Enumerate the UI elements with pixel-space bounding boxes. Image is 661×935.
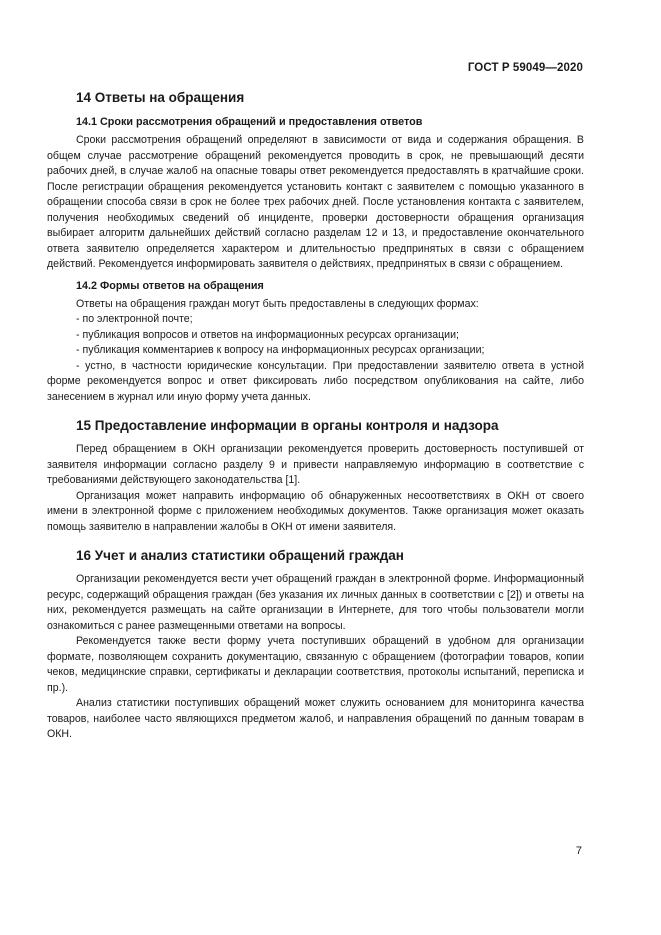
list-item: - по электронной почте; — [76, 313, 193, 325]
section-15-paragraph-1: Перед обращением в ОКН организации рекомендуется проверить достоверность поступившей от заявителя информации согласно разделу 9 и привести направляемую информацию в соответствие с требованиями действующего законодательства [1]. — [47, 443, 584, 486]
section-15-paragraph-2: Организация может направить информацию об обнаруженных несоответствиях в ОКН от своего имени в электронной форме с приложением необходимых документов. Также организация может оказать помощь заявителю в направлении жалобы в ОКН от имени заявителя. — [47, 489, 584, 533]
standard-code: ГОСТ Р 59049—2020 — [467, 62, 583, 74]
response-forms-list — [47, 312, 584, 405]
list-item: - публикация вопросов и ответов на информационных ресурсах организации; — [76, 328, 459, 341]
subsection-14-2-heading: 14.2 Формы ответов на обращения — [76, 279, 264, 292]
list-item: - публикация комментариев к вопросу на информационных ресурсах организации; — [76, 344, 485, 356]
section-16-paragraph-2: Рекомендуется также вести форму учета поступивших обращений в удобном для организации формате, позволяющем сохранить документацию, связанную с обращением (фотографии товаров, копии чеков, медицинские справки, сертификаты и декларации соответствия, протоколы испытаний, переписка и пр.). — [47, 635, 584, 694]
section-15-heading: 15 Предоставление информации в органы контроля и надзора — [76, 418, 499, 433]
section-14-heading: 14 Ответы на обращения — [76, 90, 245, 105]
section-16-paragraph-1: Организации рекомендуется вести учет обращений граждан в электронной форме. Информационный ресурс, содержащий обращения граждан (без указания их личных данных в соответствии с [2]) и ответы на них, рекомендуется размещать на сайте организации в Интернете, для того чтобы пользователи могли ознакомиться с ранее размещенными ответами на вопросы. — [47, 573, 584, 632]
subsection-14-1-heading: 14.1 Сроки рассмотрения обращений и предоставления ответов — [76, 116, 423, 128]
list-item: - устно, в частности юридические консультации. При предоставлении заявителю ответа в устной форме рекомендуется вопрос и ответ фиксировать либо посредством опубликования на сайте, либо занесением в журнал или иную форму учета данных. — [47, 359, 584, 403]
page-content — [47, 89, 584, 743]
subsection-14-1-paragraph: Сроки рассмотрения обращений определяют в зависимости от вида и содержания обращения. В общем случае рассмотрение обращений рекомендуется проводить в срок, не превышающий десяти рабочих дней, в случае жалоб на опасные товары ответ рекомендуется предоставлять в кратчайшие сроки. После регистрации обращения рекомендуется установить контакт с заявителем с помощью указанного в обращении способа связи в срок не более трех рабочих дней. После установления контакта с заявителем, получения необходимых сведений об инциденте, проверки достоверности обращения организация выбирает алгоритм дальнейших действий согласно разделам 12 и 13, и предоставление окончательного ответа заявителю определяется характером и длительностью предпринятых в связи с обращением действий. Рекомендуется информировать заявителя о действиях, предпринятых в связи с обращением. — [47, 134, 584, 270]
subsection-14-2-intro: Ответы на обращения граждан могут быть предоставлены в следующих формах: — [76, 297, 479, 310]
section-16-paragraph-3: Анализ статистики поступивших обращений может служить основанием для мониторинга качества товаров, наиболее часто являющихся предметом жалоб, и направления обращений по данным товарам в ОКН. — [47, 697, 584, 740]
section-16-heading: 16 Учет и анализ статистики обращений граждан — [76, 548, 404, 563]
page-number: 7 — [575, 845, 582, 857]
